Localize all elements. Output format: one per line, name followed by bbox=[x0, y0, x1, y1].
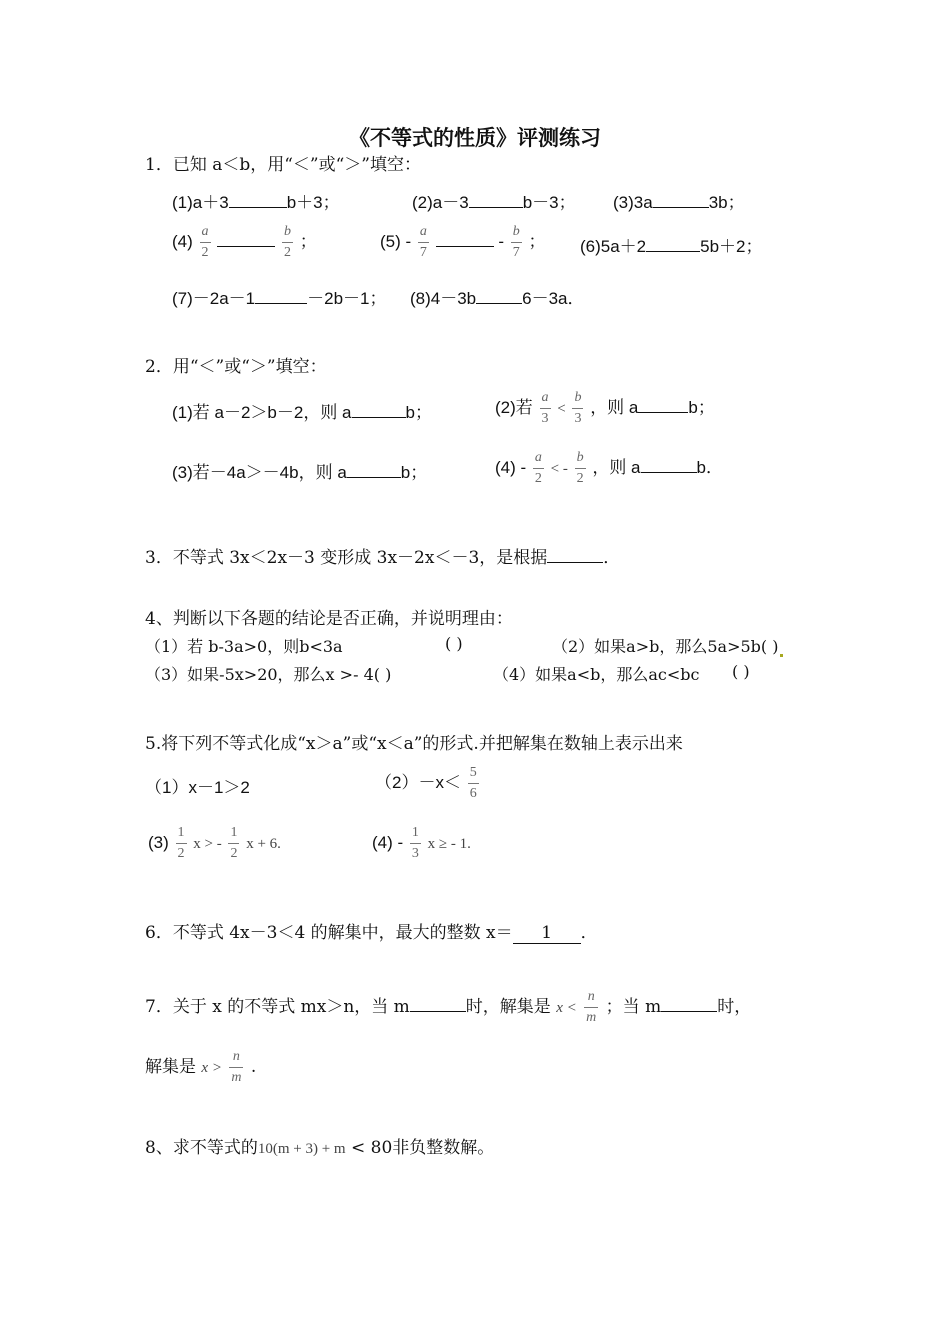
q8-item: 8、求不等式的10(m + 3) + m < 80非负整数解。 bbox=[145, 1138, 495, 1158]
fraction: $\frac{5}{6}$ bbox=[469, 765, 477, 801]
fraction: $\frac{a}{2}$ bbox=[534, 450, 542, 486]
fraction: $\frac{a}{7}$ bbox=[419, 224, 427, 260]
answer-blank[interactable] bbox=[661, 997, 717, 1012]
q1-item-4: (4) $\frac{a}{2}$ $\frac{b}{2}$ ； bbox=[172, 224, 317, 260]
fraction: $\frac{1}{2}$ bbox=[230, 825, 238, 861]
fraction: $\frac{n}{m}$ bbox=[231, 1049, 242, 1085]
answer-blank[interactable] bbox=[436, 232, 494, 247]
q1-item-8: (8)4－3b 6－3a． bbox=[410, 289, 585, 308]
fraction: $\frac{1}{2}$ bbox=[177, 825, 185, 861]
q2-item-4: (4) - $\frac{a}{2}$ < - $\frac{b}{2}$ ，则 a b． bbox=[495, 450, 723, 486]
q6-item: 6．不等式 4x－3＜4 的解集中，最大的整数 x＝ 1 ． bbox=[145, 923, 598, 943]
q2-item-3: (3)若－4a＞－4b，则 a b； bbox=[172, 463, 428, 482]
q4-item-3: （3）如果-5x>20，那么x >- 4( ) bbox=[145, 665, 392, 684]
fraction: $\frac{a}{2}$ bbox=[201, 224, 209, 260]
q7-line-1: 7．关于 x 的不等式 mx＞n，当 m 时，解集是 x < $\frac{n}{m}$ ；当 m 时， bbox=[145, 989, 752, 1025]
q5-item-2: （2）－x＜ $\frac{5}{6}$ bbox=[375, 765, 477, 801]
answer-blank[interactable] bbox=[476, 289, 522, 304]
q4-item-4-paren[interactable]: ( ) bbox=[732, 662, 750, 681]
answer-blank[interactable] bbox=[653, 193, 709, 208]
answer-blank[interactable] bbox=[217, 232, 275, 247]
answer-blank[interactable] bbox=[547, 548, 603, 563]
answer-blank[interactable] bbox=[410, 997, 466, 1012]
q2-item-1: (1)若 a－2＞b－2，则 a b； bbox=[172, 403, 432, 422]
page-title: 《不等式的性质》评测练习 bbox=[349, 125, 601, 150]
fraction: $\frac{b}{3}$ bbox=[574, 390, 582, 426]
fraction: $\frac{a}{3}$ bbox=[541, 390, 549, 426]
q1-stem: 1．已知 a＜b，用“＜”或“＞”填空： bbox=[145, 155, 422, 175]
answer-blank[interactable] bbox=[352, 403, 406, 418]
fraction: $\frac{b}{7}$ bbox=[512, 224, 520, 260]
q4-item-1-paren[interactable]: ( ) bbox=[445, 634, 463, 653]
q1-item-2: (2)a－3 b－3； bbox=[412, 193, 576, 212]
dot-mark bbox=[780, 654, 783, 657]
q1-item-5: (5) - $\frac{a}{7}$ - $\frac{b}{7}$ ； bbox=[380, 224, 546, 260]
q1-item-1: (1)a＋3 b＋3； bbox=[172, 193, 340, 212]
q1-item-7: (7)－2a－1 －2b－1； bbox=[172, 289, 387, 308]
answer-blank[interactable]: 1 bbox=[513, 923, 581, 944]
q5-item-4: (4) - $\frac{1}{3}$ x ≥ - 1. bbox=[372, 825, 471, 861]
fraction: $\frac{b}{2}$ bbox=[283, 224, 291, 260]
q4-item-4: （4）如果a<b，那么ac<bc bbox=[493, 665, 700, 684]
answer-blank[interactable] bbox=[347, 463, 401, 478]
answer-blank[interactable] bbox=[641, 458, 697, 473]
answer-blank[interactable] bbox=[255, 289, 307, 304]
fraction: $\frac{1}{3}$ bbox=[411, 825, 419, 861]
q2-stem: 2．用“＜”或“＞”填空： bbox=[145, 357, 327, 377]
fraction: $\frac{b}{2}$ bbox=[576, 450, 584, 486]
q4-item-2: （2）如果a>b，那么5a>5b( ) bbox=[552, 634, 783, 657]
answer-blank[interactable] bbox=[646, 237, 700, 252]
q7-line-2: 解集是 x > $\frac{n}{m}$ . bbox=[145, 1049, 257, 1085]
q5-stem: 5.将下列不等式化成“x＞a”或“x＜a”的形式.并把解集在数轴上表示出来 bbox=[145, 734, 683, 754]
q4-stem: 4、判断以下各题的结论是否正确，并说明理由： bbox=[145, 609, 513, 629]
fraction: $\frac{n}{m}$ bbox=[586, 989, 597, 1025]
q4-item-1: （1）若 b-3a>0，则b<3a bbox=[145, 637, 343, 656]
q1-item-6: (6)5a＋2 5b＋2； bbox=[580, 237, 763, 256]
q1-item-3: (3)3a 3b； bbox=[613, 193, 745, 212]
answer-blank[interactable] bbox=[469, 193, 523, 208]
answer-blank[interactable] bbox=[638, 398, 688, 413]
q2-item-2: (2)若 $\frac{a}{3}$ < $\frac{b}{3}$ ，则 a b； bbox=[495, 390, 715, 426]
q5-item-3: (3) $\frac{1}{2}$ x > - $\frac{1}{2}$ x + 6. bbox=[148, 825, 281, 861]
q3-item: 3．不等式 3x＜2x－3 变形成 3x－2x＜－3，是根据 ． bbox=[145, 548, 621, 568]
answer-blank[interactable] bbox=[229, 193, 287, 208]
q5-item-1: （1）x－1＞2 bbox=[145, 778, 250, 797]
